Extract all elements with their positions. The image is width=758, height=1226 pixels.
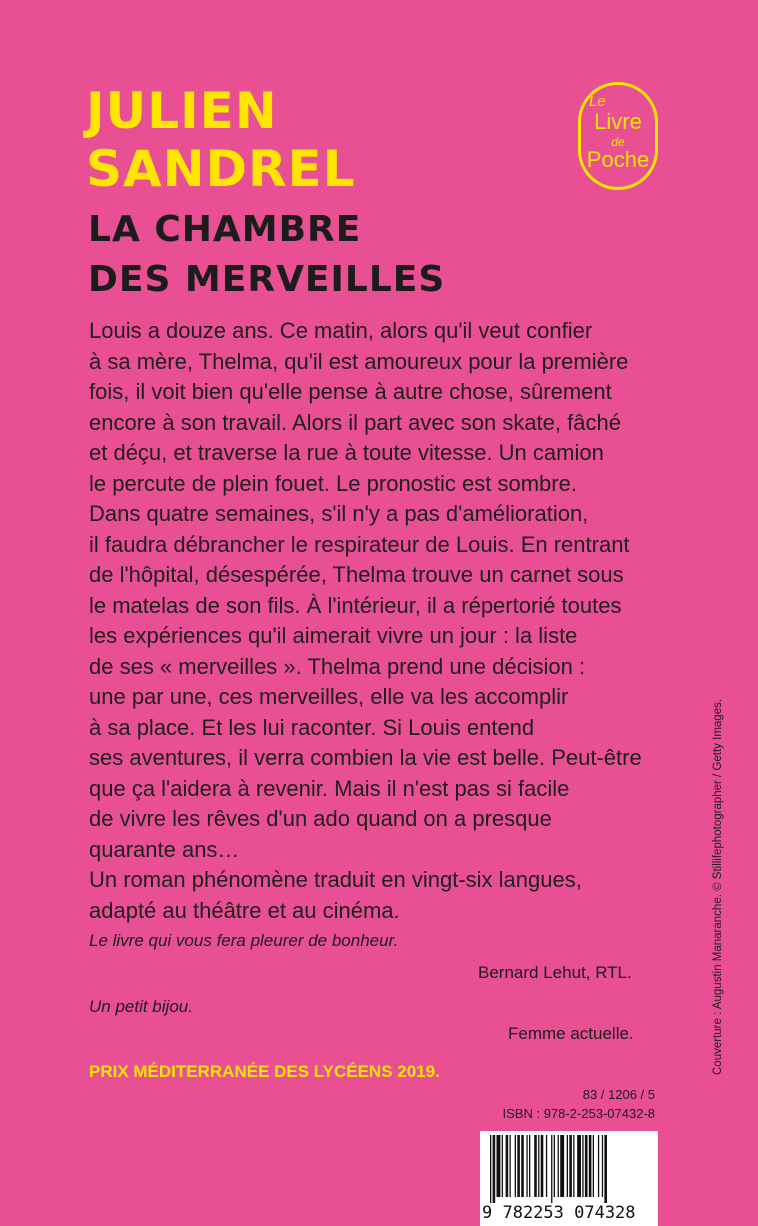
blurb-line: que ça l'aidera à revenir. Mais il n'est pas si facile [89,775,570,801]
barcode-bar [604,1135,607,1203]
barcode-bar [490,1135,491,1203]
blurb-line: il faudra débrancher le respirateur de Louis. En rentrant [89,531,630,557]
blurb-line: une par une, ces merveilles, elle va les accomplir [89,684,569,709]
blurb-line: fois, il voit bien qu'elle pense à autre chose, sûrement [89,379,612,404]
barcode-bar [560,1135,564,1197]
barcode-bar [541,1135,544,1197]
barcode-bars [490,1135,650,1203]
barcode-bar [529,1135,530,1197]
title-line-1: LA CHAMBRE [88,209,362,250]
barcode-bar [493,1135,496,1203]
blurb-line: de l'hôpital, désespérée, Thelma trouve un carnet sous [89,562,624,587]
prize-award: PRIX MÉDITERRANÉE DES LYCÉENS 2019. [89,1062,440,1081]
blurb-line: à sa mère, Thelma, qu'il est amoureux pour la première [89,348,629,374]
review-quote-1: Le livre qui vous fera pleurer de bonheur. [89,931,399,950]
barcode-bar [567,1135,568,1197]
review-source-1: Bernard Lehut, RTL. [478,963,632,982]
book-title [88,205,445,305]
blurb-line: les expériences qu'il aimerait vivre un jour : la liste [89,623,578,648]
barcode-bar [569,1135,572,1197]
blurb-line: à sa place. Et les lui raconter. Si Louis entend [89,714,535,740]
title-line-2: DES MERVEILLES [88,259,446,300]
catalog-code: 83 / 1206 / 5 [582,1087,655,1102]
barcode-bar [534,1135,537,1197]
blurb-line: encore à son travail. Alors il part avec son skate, fâché [89,409,621,435]
barcode-bar [510,1135,511,1197]
blurb-line: et déçu, et traverse la rue à toute vitesse. Un camion [89,440,604,465]
barcode-bar [502,1135,503,1197]
barcode-bar [515,1135,516,1197]
barcode-digits: 9 782253 074328 [482,1203,636,1223]
barcode-bar [546,1135,547,1197]
logo-livre: Livre [594,109,642,134]
author-last-name: SANDREL [86,140,356,198]
barcode-bar [585,1135,588,1197]
barcode-bar [577,1135,581,1197]
isbn-number: ISBN : 978-2-253-07432-8 [502,1106,655,1121]
barcode-bar [506,1135,509,1197]
barcode-bar [593,1135,594,1197]
barcode-bar [589,1135,592,1197]
cover-credit: Couverture : Augustin Manaranche. © Stillifephotographer / Getty Images. [712,698,724,1075]
barcode-bar [497,1135,501,1197]
barcode-bar [598,1135,599,1197]
blurb-line: quarante ans… [89,836,240,862]
blurb-line: Un roman phénomène traduit en vingt-six langues, [89,867,582,892]
blurb-line: Louis a douze ans. Ce matin, alors qu'il veut confier [89,318,593,343]
blurb-line: adapté au théâtre et au cinéma. [89,897,400,923]
logo-de: de [611,135,625,149]
blurb-line: Dans quatre semaines, s'il n'y a pas d'amélioration, [89,501,589,526]
review-source-2: Femme actuelle. [508,1024,634,1043]
logo-le: Le [589,93,606,110]
blurb-line: le matelas de son fils. À l'intérieur, il a répertorié toutes [89,592,622,618]
barcode-bar [582,1135,583,1197]
barcode-bar [517,1135,520,1197]
barcode-bar [602,1135,603,1197]
barcode [480,1131,658,1226]
blurb-line: le percute de plein fouet. Le pronostic est sombre. [89,470,577,496]
logo-poche: Poche [586,147,650,172]
barcode-bar [554,1135,555,1197]
barcode-bar [521,1135,524,1197]
barcode-bar [538,1135,539,1197]
review-quote-2: Un petit bijou. [89,997,193,1016]
publisher-logo [578,82,658,190]
barcode-bar [551,1135,552,1203]
barcode-bar [573,1135,574,1197]
barcode-bar [526,1135,527,1197]
blurb-line: ses aventures, il verra combien la vie est belle. Peut-être [89,745,642,770]
author-first-name: JULIEN [86,82,278,140]
barcode-bar [558,1135,559,1197]
author-name [86,82,356,198]
blurb-line: de vivre les rêves d'un ado quand on a presque [89,806,552,831]
blurb-line: de ses « merveilles ». Thelma prend une décision : [89,653,586,679]
blurb [89,316,699,926]
